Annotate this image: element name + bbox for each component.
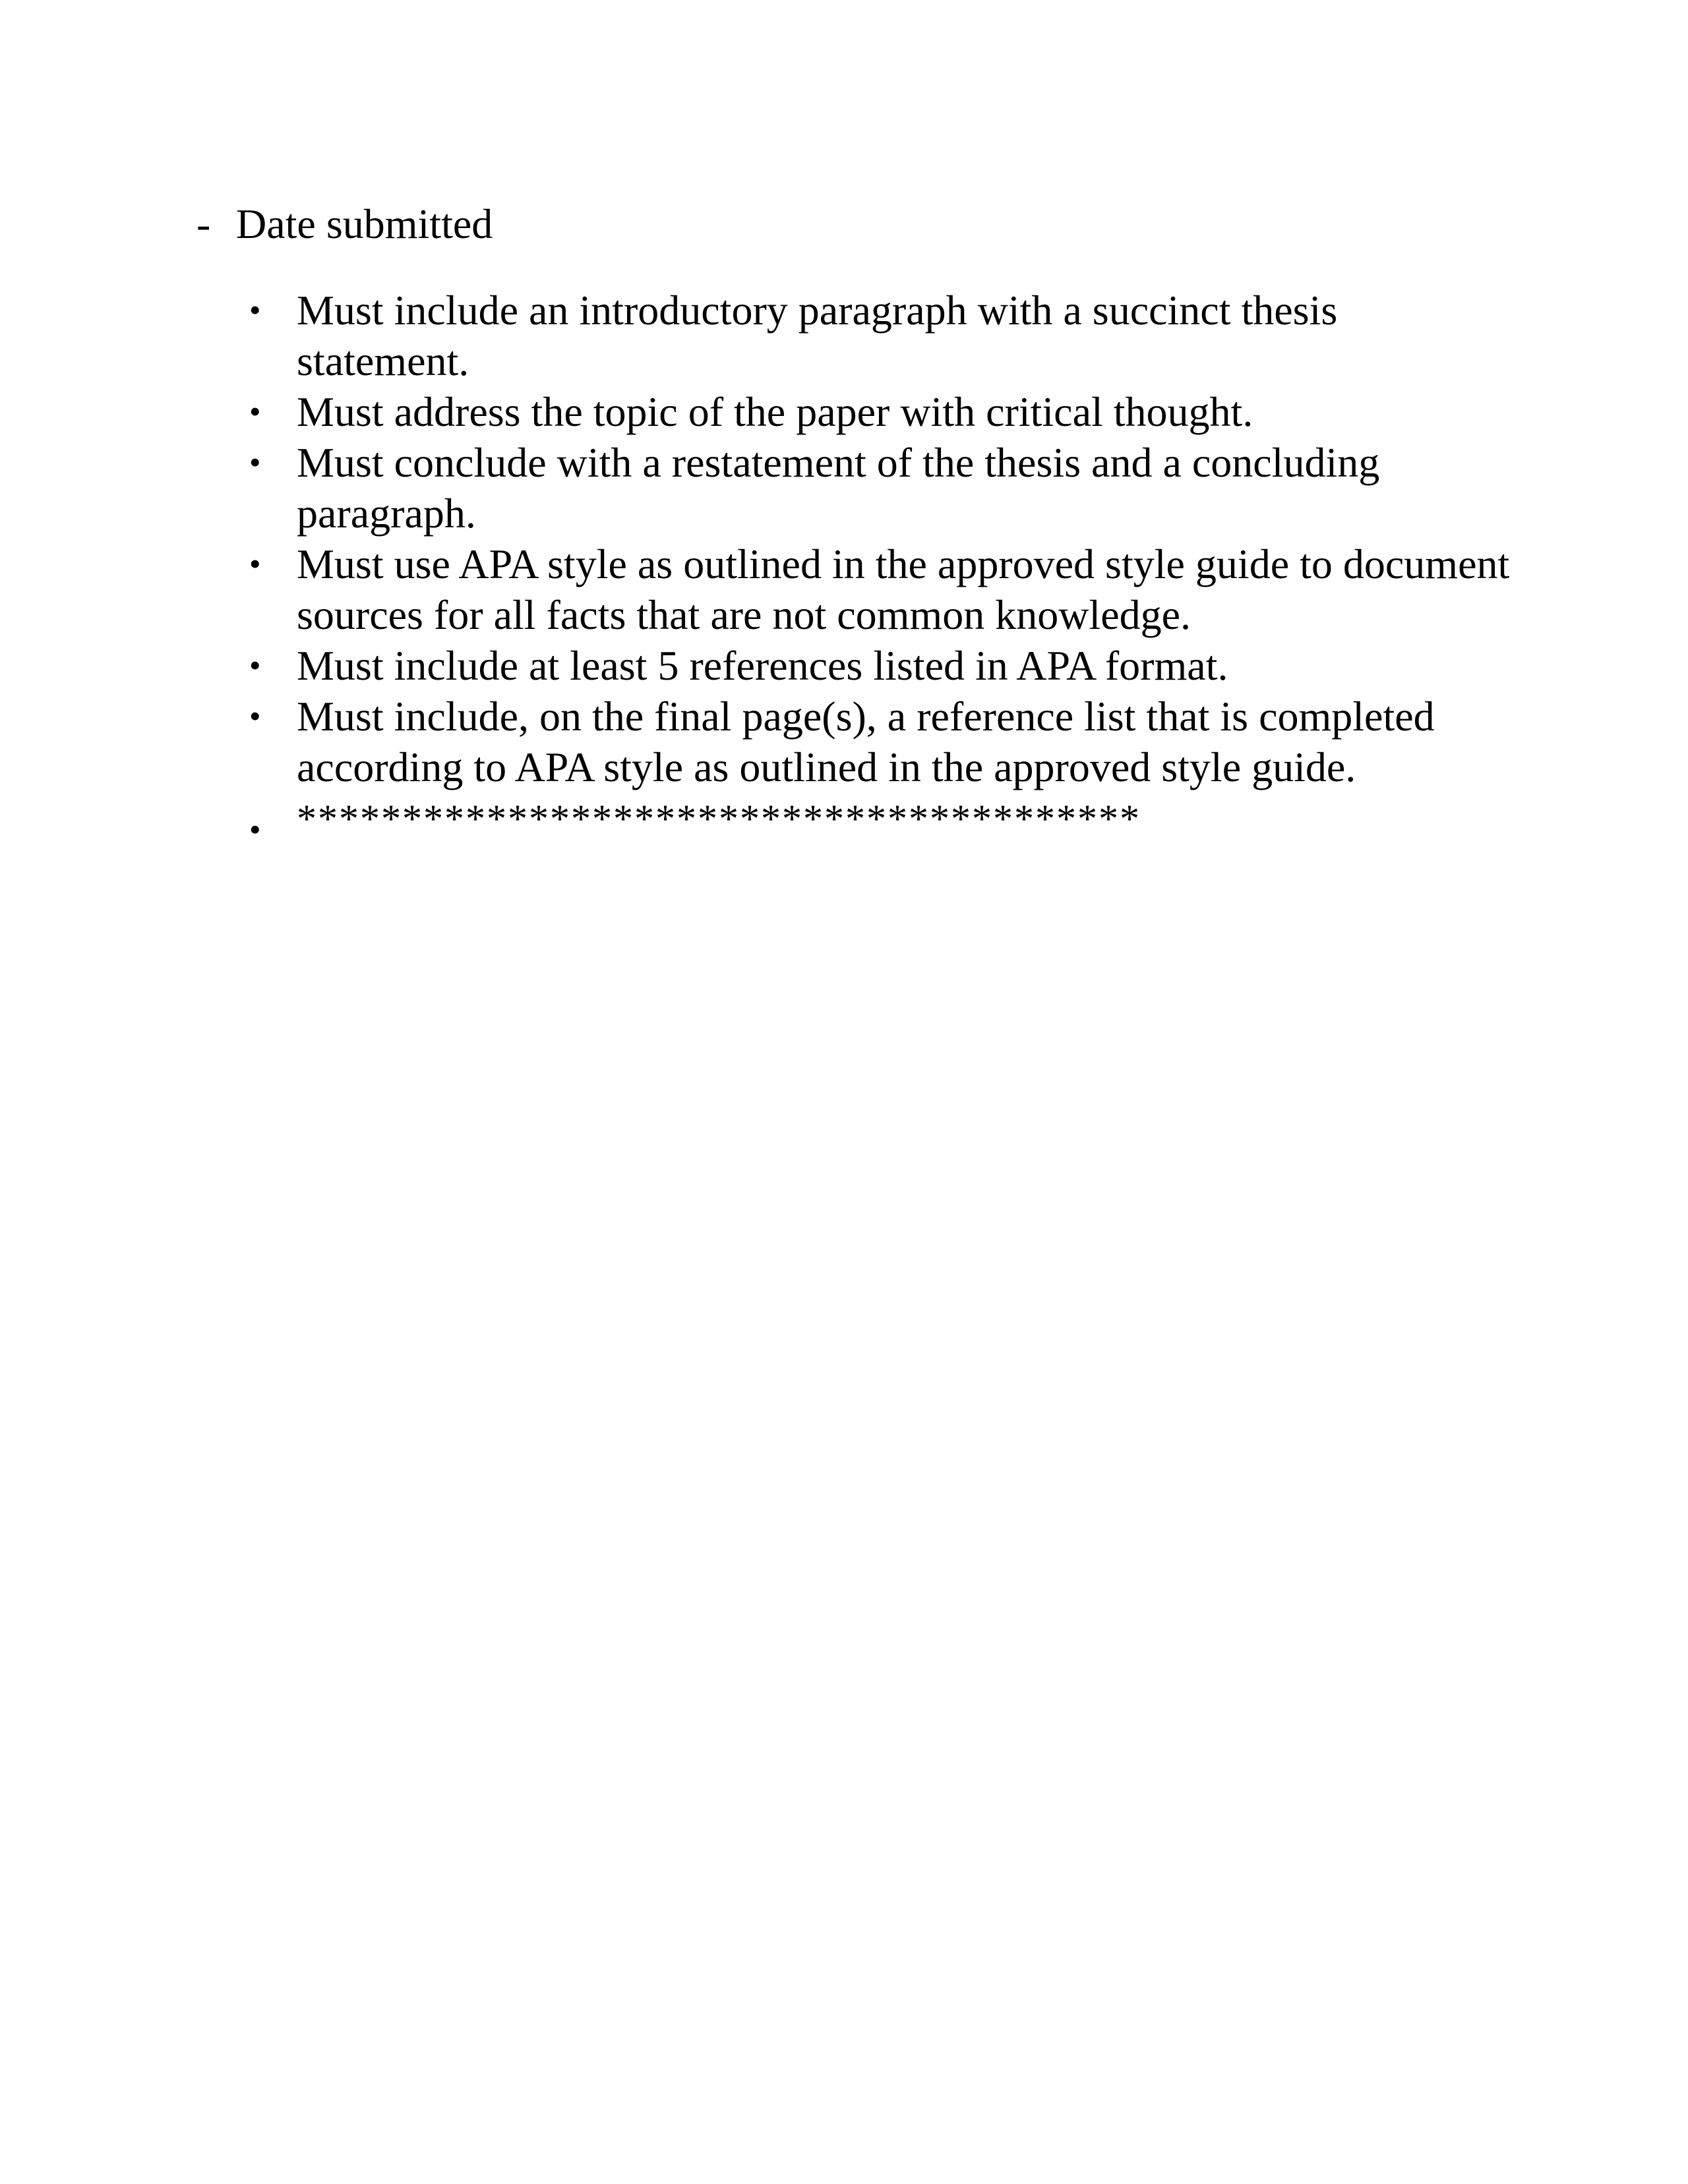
list-item bbox=[0, 792, 1517, 848]
bullet-icon: • bbox=[249, 811, 261, 848]
requirement-text: Must conclude with a restatement of the thesis and a concluding paragraph. bbox=[297, 439, 1380, 537]
bullet-icon: • bbox=[249, 291, 261, 328]
list-item bbox=[0, 691, 1517, 792]
list-item bbox=[0, 437, 1517, 539]
bullet-icon: • bbox=[249, 393, 261, 430]
bullet-icon: • bbox=[249, 647, 261, 684]
list-item bbox=[0, 285, 1517, 386]
date-submitted-label: Date submitted bbox=[236, 200, 493, 247]
requirement-text: Must include at least 5 references listed in APA format. bbox=[297, 642, 1228, 689]
dash-marker: - bbox=[196, 200, 211, 247]
list-item bbox=[0, 386, 1517, 437]
bullet-icon: • bbox=[249, 444, 261, 481]
requirement-text: Must use APA style as outlined in the approved style guide to document sources for all facts that are not common knowledge. bbox=[297, 541, 1510, 638]
requirements-list bbox=[0, 285, 1688, 848]
asterisk-separator: **************************************** bbox=[297, 797, 1141, 841]
bullet-icon: • bbox=[249, 545, 261, 582]
requirement-text: Must include an introductory paragraph with a succinct thesis statement. bbox=[297, 287, 1338, 384]
list-item bbox=[0, 640, 1517, 691]
requirement-text: Must include, on the final page(s), a reference list that is completed according to APA style as outlined in the approved style guide. bbox=[297, 693, 1435, 790]
requirement-text: Must address the topic of the paper with critical thought. bbox=[297, 388, 1253, 435]
list-item bbox=[0, 539, 1517, 640]
bullet-icon: • bbox=[249, 697, 261, 734]
date-submitted-line bbox=[196, 198, 493, 251]
